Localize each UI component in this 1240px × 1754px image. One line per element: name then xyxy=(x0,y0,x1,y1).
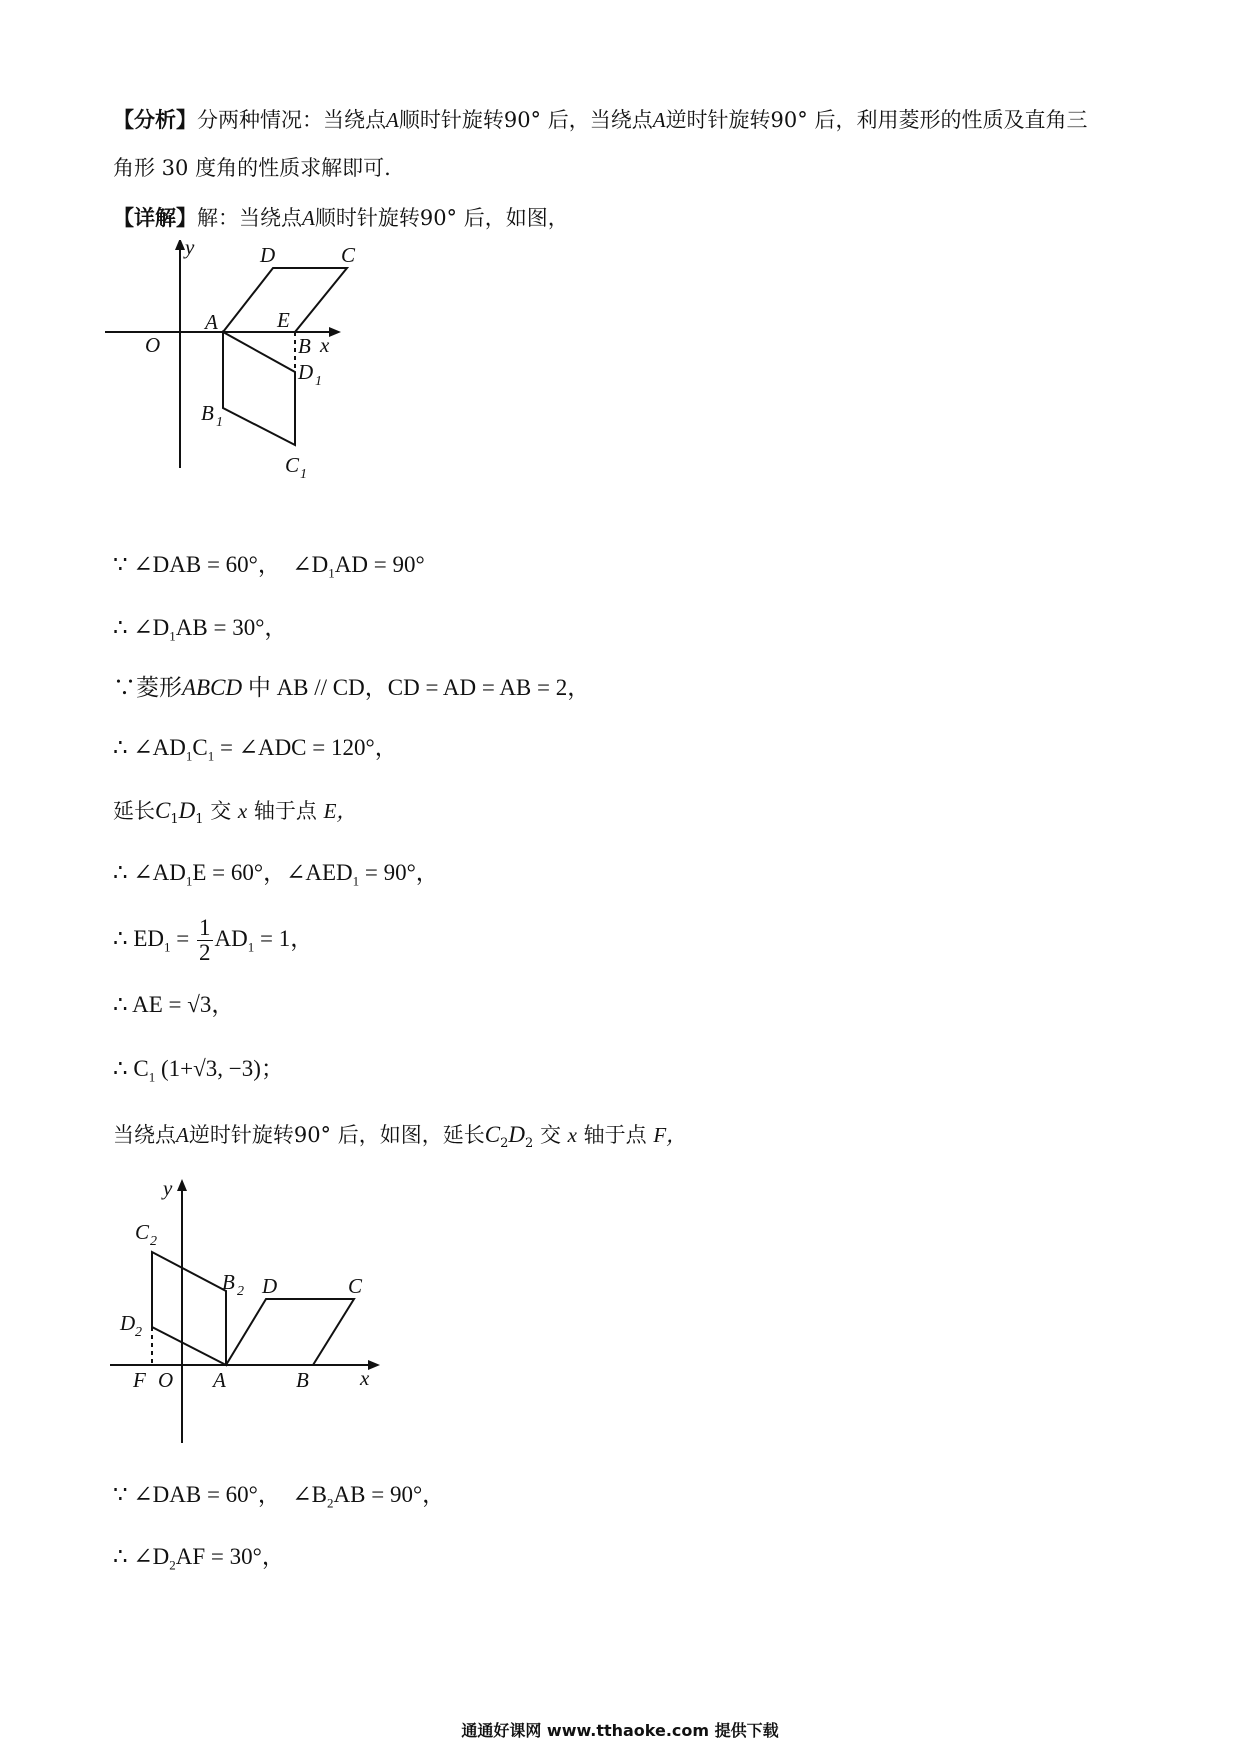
label-sub: 1 xyxy=(300,467,307,482)
math-text: C xyxy=(192,735,208,760)
math-text: x xyxy=(567,1123,577,1147)
math-text: ∴ ED xyxy=(113,926,165,951)
math-text: D xyxy=(178,798,196,823)
label-a: A xyxy=(213,1368,226,1392)
point-label: A xyxy=(386,108,399,132)
math-text: ∴ ∠AD xyxy=(113,735,186,760)
label-c: C xyxy=(348,1274,363,1298)
math-text: 轴于点 xyxy=(253,799,317,823)
subscript: 1 xyxy=(352,873,360,889)
math-text: AD = 90° xyxy=(334,552,425,577)
step-11 xyxy=(113,1544,285,1579)
label-y: y xyxy=(163,1176,173,1200)
math-text: AB = 30°， xyxy=(175,615,288,640)
math-text: ∴ ∠AD xyxy=(113,860,186,885)
label-b: B xyxy=(298,334,311,358)
rhombus-rotated xyxy=(152,1252,226,1365)
subscript: 1 xyxy=(185,873,193,889)
math-text: ABCD xyxy=(182,675,243,700)
analysis-text: 逆时针旋转90° 后，利用菱形的性质及直角三 xyxy=(665,108,1088,132)
text: 逆时针旋转90° 后，如图，延长 xyxy=(188,1123,485,1147)
figure-2 xyxy=(110,1175,400,1445)
subscript: 1 xyxy=(207,748,215,764)
label-o: O xyxy=(158,1368,174,1392)
subscript: 2 xyxy=(327,1495,334,1511)
detail-text: 顺时针旋转90° 后，如图， xyxy=(314,206,569,230)
math-text: ∠B xyxy=(292,1482,328,1507)
label-b: B xyxy=(296,1368,309,1392)
numerator: 1 xyxy=(199,915,211,941)
math-text: ∴ ∠D xyxy=(113,1544,170,1569)
y-arrow xyxy=(175,240,185,250)
denominator: 2 xyxy=(199,940,211,966)
label-sub: 2 xyxy=(135,1325,142,1340)
math-text: = 1， xyxy=(260,926,314,951)
label-sub: 1 xyxy=(216,415,223,430)
math-text: x xyxy=(237,799,248,823)
math-text: 延长 xyxy=(113,799,155,823)
fraction xyxy=(197,916,213,965)
analysis-text: 分两种情况：当绕点 xyxy=(197,108,386,132)
analysis-tag: 【分析】 xyxy=(113,107,197,132)
label-x: x xyxy=(360,1366,370,1390)
math-text: = ∠ADC = 120°， xyxy=(219,735,398,760)
analysis-line-2 xyxy=(113,155,391,181)
x-arrow xyxy=(368,1360,380,1370)
step-8 xyxy=(113,992,234,1018)
rhombus-abcd xyxy=(226,1299,354,1365)
math-text: ∵菱形 xyxy=(113,675,182,700)
step-3 xyxy=(113,675,590,701)
footer: 通通好课网 www.tthaoke.com 提供下载 xyxy=(461,1721,779,1740)
math-text: ∴ C xyxy=(113,1056,149,1081)
analysis-text: 角形 30 度角的性质求解即可. xyxy=(113,156,391,180)
subscript: 1 xyxy=(148,1069,156,1085)
label-e: E xyxy=(277,308,290,332)
subscript: 2 xyxy=(169,1557,176,1573)
math-text: ∠D xyxy=(292,552,329,577)
label-d1: D xyxy=(298,360,314,384)
math-text: E = 60°，∠AED xyxy=(192,860,353,885)
math-text: ∴ ∠D xyxy=(113,615,170,640)
math-text: ∴ AE = xyxy=(113,992,182,1017)
analysis-line-1 xyxy=(113,107,1087,133)
subscript: 1 xyxy=(247,939,255,955)
label-sub: 2 xyxy=(150,1234,157,1249)
label-sub: 1 xyxy=(315,374,322,389)
step-9 xyxy=(113,1056,284,1091)
math-text: ∵ ∠DAB = 60°， xyxy=(113,552,281,577)
label-c2: C xyxy=(135,1220,150,1244)
step-1 xyxy=(113,552,425,587)
label-x: x xyxy=(320,333,330,357)
label-d: D xyxy=(262,1274,278,1298)
text: 交 xyxy=(539,1123,561,1147)
figure-1 xyxy=(105,240,385,530)
subscript: 1 xyxy=(185,748,193,764)
subscript: 1 xyxy=(195,812,204,828)
math-text: E， xyxy=(323,799,358,823)
point-label: A xyxy=(652,108,666,132)
subscript: 1 xyxy=(164,939,171,955)
text: 轴于点 xyxy=(583,1123,647,1147)
math-text: 中 xyxy=(247,675,271,700)
detail-line xyxy=(113,205,569,231)
label-d: D xyxy=(260,243,276,267)
y-arrow xyxy=(177,1179,187,1191)
math-text: AD xyxy=(214,926,248,951)
label-sub: 2 xyxy=(237,1284,244,1299)
step-2 xyxy=(113,615,287,650)
step-10 xyxy=(113,1482,445,1517)
subscript: 2 xyxy=(524,1136,534,1152)
label-o: O xyxy=(145,333,161,357)
label-y: y xyxy=(185,240,195,259)
subscript: 2 xyxy=(500,1136,509,1152)
detail-tag: 【详解】 xyxy=(113,205,197,230)
math-text: C xyxy=(484,1122,501,1147)
label-b1: B xyxy=(201,401,214,425)
subscript: 1 xyxy=(169,628,176,644)
point-label: A xyxy=(176,1123,189,1147)
math-text: C xyxy=(155,798,171,823)
x-arrow xyxy=(329,327,341,337)
label-c1: C xyxy=(285,453,300,477)
step-6 xyxy=(113,860,439,895)
rhombus-rotated xyxy=(223,332,295,445)
point-label: A xyxy=(302,206,315,230)
math-text: AB // CD，CD = AD = AB = 2， xyxy=(276,675,591,700)
analysis-text: 顺时针旋转90° 后，当绕点 xyxy=(398,108,653,132)
math-text: AF = 30°， xyxy=(175,1544,285,1569)
label-f: F xyxy=(133,1368,146,1392)
step-4 xyxy=(113,735,398,770)
second-case-line xyxy=(113,1122,687,1157)
step-5 xyxy=(113,798,357,833)
math-text: 交 xyxy=(210,799,232,823)
math-text: ， xyxy=(211,992,235,1017)
math-text: √3 xyxy=(187,992,212,1017)
step-7: ∴ $ED_1$ = $\frac{1}{2}$ $AD_1 = 1$， xyxy=(113,915,314,966)
subscript: 1 xyxy=(328,565,335,581)
math-text: (1+√3, −3)； xyxy=(160,1056,284,1081)
math-text: AB = 90°， xyxy=(333,1482,446,1507)
text: 当绕点 xyxy=(113,1123,176,1147)
math-text: = 90°， xyxy=(364,860,439,885)
label-c: C xyxy=(341,243,356,267)
detail-text: 解：当绕点 xyxy=(197,206,302,230)
label-d2: D xyxy=(120,1311,136,1335)
math-text: ∵ ∠DAB = 60°， xyxy=(113,1482,281,1507)
subscript: 1 xyxy=(170,812,179,828)
label-b2: B xyxy=(222,1270,235,1294)
label-a: A xyxy=(205,310,218,334)
math-text: D xyxy=(508,1122,525,1147)
math-text: F， xyxy=(653,1123,688,1147)
